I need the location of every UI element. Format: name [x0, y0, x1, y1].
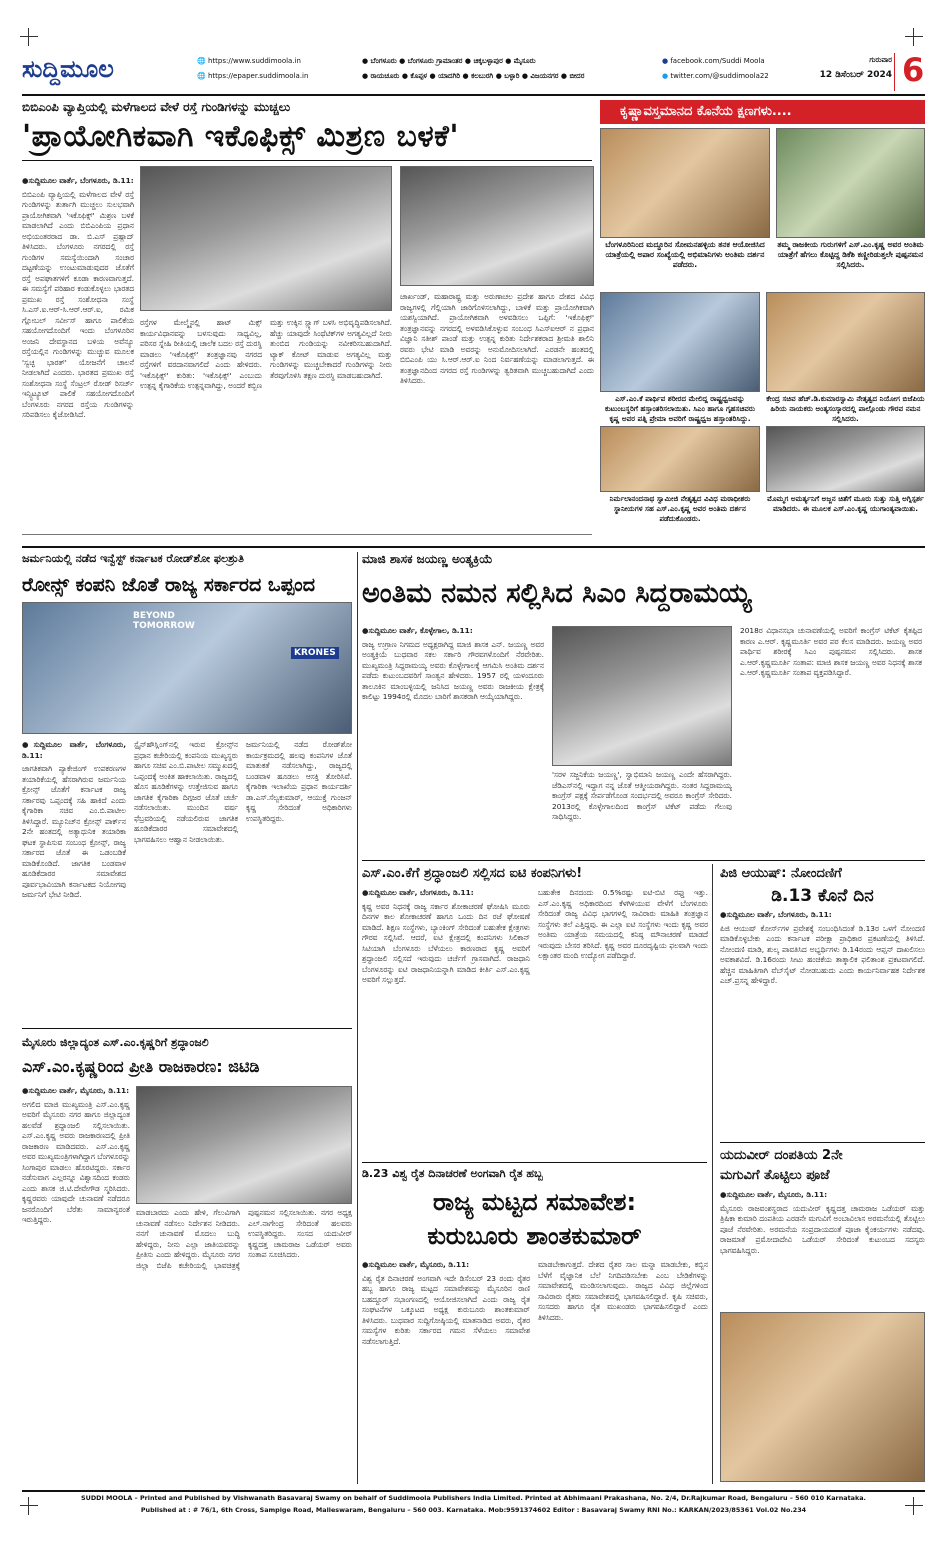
registration-mark [20, 28, 38, 46]
krishna-banner: ಕೃಷ್ಣಾವಸ್ತಮಾನದ ಕೊನೆಯ ಕ್ಷಣಗಳು.... [600, 100, 925, 124]
krishna-photo-crowd [600, 128, 770, 238]
story3-col2: 'ಸರಳ ಸಜ್ಜನಿಕೆಯ ಜಯಣ್ಣ', ಸ್ವಾಭಿಮಾನಿ ಜಯಣ್ಣ ಎಂದೇ ಹೆಸರಾಗಿದ್ದರು. ಜೆಡಿಎಸ್‌ನಲ್ಲಿ ಇದ್ದಾಗ ನನ್ನ ಜೊತೆ ಆತ್ಮೀಯರಾಗಿದ್ದರು. ನಂತರ ಸಿದ್ದರಾಮಯ್ಯ ಕಾಂಗ್ರೆಸ್ ಪಕ್ಷಕ್ಕೆ ಸೇರ್ಪಡೆಗೊಂಡ ಸಂದರ್ಭದಲ್ಲಿ ಅವರೂ ಕಾಂಗ್ರೆಸ್ ಸೇರಿದರು. 2013ರಲ್ಲಿ ಕೊಳ್ಳೇಗಾಲದಿಂದ ಕಾಂಗ್ರೆಸ್ ಟಿಕೆಟ್ ಪಡೆದು ಗೆಲುವು ಸಾಧಿಸಿದ್ದರು. [552, 770, 732, 821]
story2-col2: ಸ್ಟೈನ್‌ಹೌಸ್ಲಿಂಗ್‌ನಲ್ಲಿ ಇರುವ ಕ್ರೋನ್ಸ್‌ನ ಪ್ರಧಾನ ಕಚೇರಿಯಲ್ಲಿ ಕಂಪನಿಯ ಮುಖ್ಯಸ್ಥರು ಹಾಗೂ ಸಚಿವ ಎಂ.ಬಿ.ಪಾಟೀಲ ಸಮ್ಮುಖದಲ್ಲಿ ಒಪ್ಪಂದಕ್ಕೆ ಅಂಕಿತ ಹಾಕಲಾಯಿತು. ರಾಜ್ಯದಲ್ಲಿ ಹೊಸ ಹೂಡಿಕೆಗಳನ್ನು ಉತ್ತೇಜಿಸುವ ಹಾಗೂ ಜಾಗತಿಕ ಕೈಗಾರಿಕಾ ದಿಗ್ಗಜರ ಜೊತೆ ಚರ್ಚೆ ನಡೆಸಲಾಯಿತು. ಮುಂದಿನ ವರ್ಷ ಫೆಬ್ರವರಿಯಲ್ಲಿ ನಡೆಯಲಿರುವ ಜಾಗತಿಕ ಹೂಡಿಕೆದಾರರ ಸಮಾವೇಶದಲ್ಲಿ ಭಾಗವಹಿಸಲು ಆಹ್ವಾನ ನೀಡಲಾಯಿತು. [134, 740, 238, 844]
facebook-icon: ● [662, 57, 671, 65]
story3-col1: ●ಸುದ್ದಿಮೂಲ ವಾರ್ತೆ, ಕೊಳ್ಳೇಗಾಲ, ಡಿ.11: ರಾಜ್ಯ ಉಗ್ರಾಣ ನಿಗಮದ ಅಧ್ಯಕ್ಷರಾಗಿದ್ದ ಮಾಜಿ ಶಾಸಕ ಎನ್. ಜಯಣ್ಣ ಅವರ ಅಂತ್ಯಕ್ರಿಯೆ ಬುಧವಾರ ಸಕಲ ಸರ್ಕಾರಿ ಗೌರವಗಳೊಂದಿಗೆ ನೆರವೇರಿತು. ಮುಖ್ಯಮಂತ್ರಿ ಸಿದ್ದರಾಮಯ್ಯ ಅವರು ಕೊಳ್ಳೇಗಾಲಕ್ಕೆ ಆಗಮಿಸಿ ಅಂತಿಮ ದರ್ಶನ ಪಡೆದು ಕುಟುಂಬದವರಿಗೆ ಸಾಂತ್ವನ ಹೇಳಿದರು. 1957 ರಲ್ಲಿ ಯಳಂದೂರು ತಾಲೂಕಿನ ಮಾಂಬಳ್ಳಿಯಲ್ಲಿ ಜನಿಸಿದ ಜಯಣ್ಣ ಅವರು ರಾಜಕೀಯ ಕ್ಷೇತ್ರಕ್ಕೆ ಕಾಲಿಟ್ಟು 1994ರಲ್ಲಿ ಮೊದಲ ಬಾರಿಗೆ ಶಾಸಕರಾಗಿ ಆಯ್ಕೆಯಾಗಿದ್ದರು. [362, 626, 544, 701]
footer-rule [22, 1490, 925, 1492]
divider [894, 53, 895, 91]
footer-line1: SUDDI MOOLA – Printed and Published by Vishwanath Basavaraj Swamy on behalf of Suddimoola Publishers India Limited. Printed at Abhimaani Prakashana, No. 2/4, Dr.Rajkumar Road, Bengaluru – 560 010 Karnataka. [81, 1494, 866, 1502]
twitter-link[interactable]: ● twitter.com/@suddimoola22 [662, 72, 769, 80]
story7-headline2: ಡಿ.13 ಕೊನೆ ದಿನ [771, 886, 874, 906]
krishna-cap4: ಕೇಂದ್ರ ಸಚಿವ ಹೆಚ್.ಡಿ.ಕುಮಾರಸ್ವಾಮಿ ನೇತೃತ್ವದ ನಿಯೋಗ ಬಿಜೆಪಿಯ ಹಿರಿಯ ನಾಯಕರು ಅಂತ್ಯಸಂಸ್ಕಾರದಲ್ಲಿ ಪಾಲ್ಗೊಂಡು ಗೌರವ ನಮನ ಸಲ್ಲಿಸಿದರು. [766, 394, 925, 423]
krishna-cap5: ನಿರ್ಮಲಾನಂದನಾಥ ಸ್ವಾಮೀಜಿ ನೇತೃತ್ವದ ವಿವಿಧ ಮಠಾಧೀಶರು ಸ್ಥಾನೀಯಗಳ ಸಹ ಎಸ್.ಎಂ.ಕೃಷ್ಣ ಅವರ ಅಂತಿಮ ದರ್ಶನ ಪಡೆದುಕೊಂಡರು. [609, 494, 751, 523]
krishna-cap1: ಬೆಂಗಳೂರಿನಿಂದ ಮದ್ದೂರಿನ ಸೋಮನಹಳ್ಳಿಯ ತನಕ ಆಯೋಜಿಸಿದ ಯಾತ್ರೆಯಲ್ಲಿ ಅಪಾರ ಸಂಖ್ಯೆಯಲ್ಲಿ ಅಭಿಮಾನಿಗಳು ಅಂತಿಮ ದರ್ಶನ ಪಡೆದರು. [605, 240, 765, 269]
story6-col1: ●ಸುದ್ದಿಮೂಲ ವಾರ್ತೆ, ಮೈಸೂರು, ಡಿ.11: ವಿಶ್ವ ರೈತ ದಿನಾಚರಣೆ ಅಂಗವಾಗಿ ಇದೇ ಡಿಸೆಂಬರ್ 23 ರಂದು ರೈತರ ಹಬ್ಬ ಹಾಗೂ ರಾಜ್ಯ ಮಟ್ಟದ ಸಮಾವೇಶವನ್ನು ಮೈಸೂರಿನ ರಾಣಿ ಬಹದ್ದೂರ್ ಸಭಾಂಗಣದಲ್ಲಿ ಆಯೋಜಿಸಲಾಗಿದೆ ಎಂದು ರಾಜ್ಯ ರೈತ ಸಂಘಟನೆಗಳ ಒಕ್ಕೂಟದ ಅಧ್ಯಕ್ಷ ಕುರುಬೂರು ಶಾಂತಕುಮಾರ್ ತಿಳಿಸಿದರು. ಬುಧವಾರ ಸುದ್ದಿಗೋಷ್ಠಿಯಲ್ಲಿ ಮಾತನಾಡಿದ ಅವರು, ರೈತರ ಸಮಸ್ಯೆಗಳ ಕುರಿತು ಸರ್ಕಾರದ ಗಮನ ಸೆಳೆಯಲು ಸಮಾವೇಶ ನಡೆಸಲಾಗುತ್ತಿದೆ. [362, 1260, 530, 1346]
cities-row-1: ● ಬೆಂಗಳೂರು ● ಬೆಂಗಳೂರು ಗ್ರಾಮಾಂತರ ● ಚಿಕ್ಕಬಳ್ಳಾಪುರ ● ಮೈಸೂರು [362, 57, 536, 65]
rule [22, 160, 592, 161]
story2-photo-krones [22, 602, 352, 734]
story5-headline: ಎಸ್.ಎಂ.ಕೆಗೆ ಶ್ರದ್ಧಾಂಜಲಿ ಸಲ್ಲಿಸದ ಐಟಿ ಕಂಪನಿಗಳು! [362, 866, 583, 881]
krishna-cap3: ಎಸ್.ಎಂ.ಕೆ ಪಾರ್ಥಿವ ಶರೀರದ ಮೇಲಿದ್ದ ರಾಷ್ಟ್ರಧ್ವಜವನ್ನು ಕುಟುಂಬಸ್ಥರಿಗೆ ಹಸ್ತಾಂತರಿಸಲಾಯಿತು. ಸಿಎಂ ಹಾಗೂ ಗೃಹಸಚಿವರು ಕೃಷ್ಣ ಅವರ ಪತ್ನಿ ಪ್ರೇಮಾ ಅವರಿಗೆ ರಾಷ್ಟ್ರಧ್ವಜ ಹಸ್ತಾಂತರಿಸಿದ್ದು. [604, 394, 756, 423]
story3-photo-cm [552, 626, 732, 766]
story5-col1: ●ಸುದ್ದಿಮೂಲ ವಾರ್ತೆ, ಬೆಂಗಳೂರು, ಡಿ.11: ಕೃಷ್ಣ ಅವರ ನಿಧನಕ್ಕೆ ರಾಜ್ಯ ಸರ್ಕಾರ ಶೋಕಾಚರಣೆ ಘೋಷಿಸಿ ಮೂರು ದಿನಗಳ ಕಾಲ ಶೋಕಾಚರಣೆ ಹಾಗೂ ಒಂದು ದಿನ ರಜೆ ಘೋಷಣೆ ಮಾಡಿದೆ. ಶಿಕ್ಷಣ ಸಂಸ್ಥೆಗಳು, ಬ್ಯಾಂಕಿಂಗ್ ಸೇರಿದಂತೆ ಬಹುತೇಕ ಕ್ಷೇತ್ರಗಳು ಗೌರವ ಸಲ್ಲಿಸಿವೆ. ಆದರೆ, ಐಟಿ ಕ್ಷೇತ್ರದಲ್ಲಿ ಕಂಪನಿಗಳು ಸಿಲಿಕಾನ್ ಸಿಟಿಯಾಗಿ ಬೆಂಗಳೂರು ಬೆಳೆಯಲು ಕಾರಣರಾದ ಕೃಷ್ಣ ಅವರಿಗೆ ಶ್ರದ್ಧಾಂಜಲಿ ಸಲ್ಲಿಸದೆ ಇರುವುದು ಚರ್ಚೆಗೆ ಗ್ರಾಸವಾಗಿದೆ. ರಾಜಧಾನಿ ಬೆಂಗಳೂರನ್ನು ಐಟಿ ರಾಜಧಾನಿಯನ್ನಾಗಿ ಮಾಡಿದ ಕೀರ್ತಿ ಎಸ್.ಎಂ.ಕೃಷ್ಣ ಅವರಿಗೆ ಸಲ್ಲುತ್ತದೆ. [362, 888, 530, 984]
story4-photo-tribute [136, 1086, 352, 1204]
story8-photo-cradle [720, 1312, 925, 1482]
story1-kicker: ಬಿಬಿಎಂಪಿ ವ್ಯಾಪ್ತಿಯಲ್ಲಿ ಮಳೆಗಾಲದ ವೇಳೆ ರಸ್ತೆ ಗುಂಡಿಗಳನ್ನು ಮುಚ್ಚಲು [22, 100, 291, 114]
epaper-link[interactable]: 🌐 https://epaper.suddimoola.in [197, 72, 309, 80]
story5-col2: ಬಹುತೇಕ ದಿನದಂದು 0.5%ರಷ್ಟು ಐಟಿ-ಬಿಟಿ ರಫ್ತು ಇತ್ತು. ಎಸ್.ಎಂ.ಕೃಷ್ಣ ಅಧಿಕಾರದಿಂದ ಕೆಳಗಿಳಿಯುವ ವೇಳೆಗೆ ಬೆಂಗಳೂರು ಸೇರಿದಂತೆ ರಾಜ್ಯ ವಿವಿಧ ಭಾಗಗಳಲ್ಲಿ ಸಾವಿರಾರು ಮಾಹಿತಿ ತಂತ್ರಜ್ಞಾನ ಸಂಸ್ಥೆಗಳು ತಲೆ ಎತ್ತಿದ್ದವು. ಈ ಎಲ್ಲಾ ಐಟಿ ಸಂಸ್ಥೆಗಳು ಇಂದು ಕೃಷ್ಣ ಅವರ ಅಂತಿಮ ಯಾತ್ರೆಯ ಸಮಯದಲ್ಲಿ ಕನಿಷ್ಠ ಮೌನಾಚರಣೆ ಮಾಡದೆ ಇರುವುದು ಬೇಸರ ತರಿಸಿದೆ. ಕೃಷ್ಣ ಅವರ ದೂರದೃಷ್ಟಿಯ ಫಲವಾಗಿ ಇಂದು ಲಕ್ಷಾಂತರ ಮಂದಿ ಉದ್ಯೋಗ ಪಡೆದಿದ್ದಾರೆ. [538, 888, 708, 960]
masthead-logo: ಸುದ್ದಿಮೂಲ [22, 55, 114, 83]
story1-headline: 'ಪ್ರಾಯೋಗಿಕವಾಗಿ ಇಕೊಫಿಕ್ಸ್ ಮಿಶ್ರಣ ಬಳಕೆ' [22, 119, 460, 154]
rule [22, 1028, 352, 1029]
krones-logo: KRONES [291, 647, 339, 659]
story2-col1: ●ಸುದ್ದಿಮೂಲ ವಾರ್ತೆ, ಬೆಂಗಳೂರು, ಡಿ.11: ಜಾಗತಿಕವಾಗಿ ಪ್ಯಾಕೇಜಿಂಗ್ ಉಪಕರಣಗಳ ತಯಾರಿಕೆಯಲ್ಲಿ ಹೆಸರಾಗಿರುವ ಜರ್ಮನಿಯ ಕ್ರೋನ್ಸ್ ಜೊತೆಗೆ ಕರ್ನಾಟಕ ರಾಜ್ಯ ಸರ್ಕಾರವು ಒಪ್ಪಂದಕ್ಕೆ ಸಹಿ ಹಾಕಿದೆ ಎಂದು ಕೈಗಾರಿಕಾ ಸಚಿವ ಎಂ.ಬಿ.ಪಾಟೀಲ ತಿಳಿಸಿದ್ದಾರೆ. ಮ್ಯೂನಿಚ್‌ನ ಕ್ರೋನ್ಸ್ ಪಾರ್ಕ್‌ನ 2ನೇ ಹಂತದಲ್ಲಿ ಅತ್ಯಾಧುನಿಕ ತಯಾರಿಕಾ ಘಟಕ ಸ್ಥಾಪಿಸುವ ಸಂಬಂಧ ಕ್ರೋನ್ಸ್, ರಾಜ್ಯ ಸರ್ಕಾರದ ಜೊತೆ ಈ ಒಡಂಬಡಿಕೆ ಮಾಡಿಕೊಂಡಿದೆ. ಜಾಗತಿಕ ಬಂಡವಾಳ ಹೂಡಿಕೆದಾರರ ಸಮಾವೇಶದ ಪೂರ್ವಭಾವಿಯಾಗಿ ಕರ್ನಾಟಕದ ನಿಯೋಗವು ಜರ್ಮನಿಗೆ ಭೇಟಿ ನೀಡಿದೆ. [22, 740, 126, 899]
story4-col1: ●ಸುದ್ದಿಮೂಲ ವಾರ್ತೆ, ಮೈಸೂರು, ಡಿ.11: ಅಗಲಿದ ಮಾಜಿ ಮುಖ್ಯಮಂತ್ರಿ ಎಸ್.ಎಂ.ಕೃಷ್ಣ ಅವರಿಗೆ ಮೈಸೂರು ನಗರ ಹಾಗೂ ಜಿಲ್ಲಾದ್ಯಂತ ಹಲವೆಡೆ ಶ್ರದ್ಧಾಂಜಲಿ ಸಲ್ಲಿಸಲಾಯಿತು. ಎಸ್.ಎಂ.ಕೃಷ್ಣ ಅವರು ರಾಜಕಾರಣದಲ್ಲಿ ಪ್ರೀತಿ ರಾಜಕಾರಣ ಮಾಡಿದವರು. ಎಸ್.ಎಂ.ಕೃಷ್ಣ ಅವರ ಮುಖ್ಯಮಂತ್ರಿಗಳಾಗಿದ್ದಾಗ ಬೆಂಗಳೂರನ್ನು ಸಿಂಗಾಪುರ ಮಾಡಲು ಹೊರಟಿದ್ದರು. ಸರ್ಕಾರ ನಡೆಸುವಾಗ ಎಲ್ಲರನ್ನೂ ವಿಶ್ವಾಸದಿಂದ ಕಂಡರು ಎಂದು ಶಾಸಕ ಜಿ.ಟಿ.ದೇವೇಗೌಡ ಸ್ಮರಿಸಿದರು. ಕೃಷ್ಣರವರು ಯಾವುದೇ ಚುನಾವಣೆ ನಡೆದರೂ ಜನರೊಂದಿಗೆ ಬೆರೆತು ಸಾಮಾನ್ಯರಂತೆ ಇರುತ್ತಿದ್ದರು. [22, 1086, 130, 1224]
story2-kicker: ಜರ್ಮನಿಯಲ್ಲಿ ನಡೆದ ಇನ್ವೆಸ್ಟ್ ಕರ್ನಾಟಕ ರೋಡ್‌ಶೋ ಫಲಶ್ರುತಿ [22, 552, 244, 565]
story6-headline: ಡಿ.23 ವಿಶ್ವ ರೈತ ದಿನಾಚರಣೆ ಅಂಗವಾಗಿ ರೈತ ಹಬ್ಬ [362, 1167, 543, 1180]
story8-headline1: ಯದುವೀರ್ ದಂಪತಿಯ 2ನೇ [720, 1148, 843, 1163]
column-divider [357, 552, 358, 1484]
masthead [22, 51, 925, 93]
story4-col2: ಮಾಡಬಾರದು ಎಂದು ಹೇಳಿ, ಗೆಲುವಿಗಾಗಿ ಚುನಾವಣೆ ನಡೆಸಲು ನಿರ್ದೇಶನ ನೀಡಿದರು. ನನಗೆ ಚುನಾವಣೆ ಮೊದಲು ಬುದ್ಧಿ ಹೇಳಿದ್ದರು, ನೀನು ಎಲ್ಲಾ ಜಾತಿಯವರನ್ನು ಪ್ರೀತಿಸು ಎಂದು ಹೇಳಿದ್ದರು. ಮೈಸೂರು ನಗರ ಜಿಲ್ಲಾ ಬಿಜೆಪಿ ಕಚೇರಿಯಲ್ಲಿ ಭಾವಚಿತ್ರಕ್ಕೆ ಪುಷ್ಪನಮನ ಸಲ್ಲಿಸಲಾಯಿತು. ನಗರ ಅಧ್ಯಕ್ಷ ಎಲ್.ನಾಗೇಂದ್ರ ಸೇರಿದಂತೆ ಹಲವರು ಉಪಸ್ಥಿತರಿದ್ದರು. ಸಂಸದ ಯದುವೀರ್ ಕೃಷ್ಣದತ್ತ ಚಾಮರಾಜ ಒಡೆಯರ್ ಅವರು ಸಂತಾಪ ಸೂಚಿಸಿದರು. [136, 1208, 352, 1270]
globe-icon: 🌐 [197, 72, 208, 80]
krishna-cap2: ತಮ್ಮ ರಾಜಕೀಯ ಗುರುಗಳಿಗೆ ಎಸ್.ಎಂ.ಕೃಷ್ಣ ಅವರ ಅಂತಿಮ ಯಾತ್ರೆಗೆ ಹೆಗಲು ಕೊಟ್ಟಿದ್ದ ಡಿಕೆಶಿ ಕಣ್ಣೀರಿಡುತ್ತಲೇ ಪುಷ್ಪನಮನ ಸಲ್ಲಿಸಿದರು. [777, 240, 924, 269]
banner-text-beyond: BEYOND [133, 611, 175, 621]
story3-headline: ಅಂತಿಮ ನಮನ ಸಲ್ಲಿಸಿದ ಸಿಎಂ ಸಿದ್ದರಾಮಯ್ಯ [362, 578, 752, 609]
facebook-link[interactable]: ● facebook.com/Suddi Moola [662, 57, 765, 65]
krishna-panel [600, 100, 925, 540]
twitter-icon: ● [662, 72, 671, 80]
krishna-photo-dks [776, 128, 925, 238]
website-link[interactable]: 🌐 https://www.suddimoola.in [197, 57, 301, 65]
krishna-photo-swamiji [600, 426, 760, 492]
krishna-cap6: ಮೊಮ್ಮಗ ಅಮರ್ತ್ಯನಿಗೆ ಅಜ್ಜನ ಚಿತೆಗೆ ಮೂರು ಸುತ್ತು ಸುತ್ತಿ ಅಗ್ನಿಸ್ಪರ್ಶ ಮಾಡಿದರು. ಈ ಮೂಲಕ ಎಸ್.ಎಂ.ಕೃಷ್ಣ ಯುಗಾಂತ್ಯವಾಯಿತು. [767, 494, 924, 513]
column-divider [712, 864, 713, 1484]
registration-mark [905, 28, 923, 46]
page-number: 6 [902, 51, 925, 89]
story4-headline: ಎಸ್.ಎಂ.ಕೃಷ್ಣರಿಂದ ಪ್ರೀತಿ ರಾಜಕಾರಣ: ಜಿಟಿಡಿ [22, 1057, 260, 1076]
story3-kicker: ಮಾಜಿ ಶಾಸಕ ಜಯಣ್ಣ ಅಂತ್ಯಕ್ರಿಯೆ [362, 552, 493, 566]
footer-line2: Published at : # 76/1, 6th Cross, Sampige Road, Malleswaram, Bengaluru – 560 003. Karnataka. Mob:9591374602 Editor : Basavaraj Swamy RNI No.: KARKAN/2023/85361 Vol.02 No.234 [140, 1506, 807, 1514]
story1-photo-pothole [400, 166, 594, 286]
story4-kicker: ಮೈಸೂರು ಜಿಲ್ಲಾದ್ಯಂತ ಎಸ್.ಎಂ.ಕೃಷ್ಣರಿಗೆ ಶ್ರದ್ಧಾಂಜಲಿ [22, 1036, 209, 1049]
story1-photo-officials [140, 166, 392, 311]
story1-col3: ಜಾರ್ಖಂಡ್, ಮಹಾರಾಷ್ಟ್ರ ಮತ್ತು ಅರುಣಾಚಲ ಪ್ರದೇಶ ಹಾಗೂ ದೇಶದ ವಿವಿಧ ರಾಜ್ಯಗಳಲ್ಲಿ ಗೆಲ್ಲಿಯಾಗಿ ಜಾರಿಗೊಳಿಸಲಾಗಿದ್ದು, ಬಾಳಿಕೆ ಮತ್ತು ಪ್ರಾಯೋಗಿಕವಾಗಿ ಯಶಸ್ವಿಯಾಗಿದೆ. ಪ್ರಾಯೋಗಿಕವಾಗಿ ಅಳವಡಿಸಲು ಒಪ್ಪಿಗೆ: 'ಇಕೊಫಿಕ್ಸ್' ತಂತ್ರಜ್ಞಾನವನ್ನು ನಗರದಲ್ಲಿ ಅಳವಡಿಸಿಕೊಳ್ಳುವ ಸಂಬಂಧ ಸಿಎಸ್‌ಐಆರ್ ನ ಪ್ರಧಾನ ವಿಜ್ಞಾನಿ ಸತೀಶ್ ಪಾಂಡೆ ಮತ್ತು ಉತ್ಪನ್ನ ಕುರಿತು ನಿರ್ದೇಶಕರಾದ ಶ್ರೀಮತಿ ಶಾಲಿನಿ ರವರು ಭೇಟಿ ಮಾಡಿ ಅವರನ್ನು ಅನುಮೋದಿಸಲಾಗಿದೆ. ಎರಡನೇ ಹಂತದಲ್ಲಿ ಬಿಬಿಎಂಪಿ ಯು ಸಿ.ಆರ್.ಆರ್.ಐ ನಿಂದ ನಿರ್ವಹಣೆಯನ್ನು ಮಾಡಲಾಗುತ್ತದೆ. ಈ ತಂತ್ರಜ್ಞಾನದಿಂದ ನಗರದ ರಸ್ತೆ ಗುಂಡಿಗಳನ್ನು ತ್ವರಿತವಾಗಿ ಮುಚ್ಚಬಹುದಾಗಿದೆ ಎಂದು ತಿಳಿಸಿದರು. [400, 292, 594, 385]
story7-headline1: ಪಿಜಿ ಆಯುಷ್: ನೋಂದಣಿಗೆ [720, 866, 842, 881]
story1-col1: ●ಸುದ್ದಿಮೂಲ ವಾರ್ತೆ, ಬೆಂಗಳೂರು, ಡಿ.11: ಬಿಬಿಎಂಪಿ ವ್ಯಾಪ್ತಿಯಲ್ಲಿ ಮಳೆಗಾಲದ ವೇಳೆ ರಸ್ತೆ ಗುಂಡಿಗಳನ್ನು ತುರ್ತಾಗಿ ಮುಚ್ಚಲು ಸುಲಭವಾಗಿ ಪ್ರಾಯೋಗಿಕವಾಗಿ 'ಇಕೊಫಿಕ್ಸ್' ಮಿಶ್ರಣ ಬಳಕೆ ಮಾಡಲಾಗಿದೆ ಎಂದು ಬಿಬಿಎಂಪಿಯ ಪ್ರಧಾನ ಅಭಿಯಂತರರಾದ ಡಾ. ಬಿ.ಎಸ್ ಪ್ರಹ್ಲಾದ್ ತಿಳಿಸಿದರು. ಬೆಂಗಳೂರು ನಗರದಲ್ಲಿ ರಸ್ತೆ ಗುಂಡಿಗಳ ಸಮಸ್ಯೆಯಿಂದಾಗಿ ಸಂಚಾರ ದಟ್ಟಣೆಯನ್ನು ಉಂಟುಮಾಡುವುದರ ಜೊತೆಗೆ ರಸ್ತೆ ಅಪಘಾತಗಳಿಗೆ ಕೂಡಾ ಕಾರಣವಾಗುತ್ತದೆ. ಈ ಸಮಸ್ಯೆಗೆ ಪರಿಹಾರ ಕಂಡುಕೊಳ್ಳಲು ಭಾರತದ ಪ್ರಮುಖ ರಸ್ತೆ ಸಂಶೋಧನಾ ಸಂಸ್ಥೆ ಸಿ.ಎಸ್.ಐ.ಆರ್-ಸಿ.ಆರ್.ಆರ್.ಐ, ರಮಿಕ ಗ್ಲೋಬಲ್ ಸರ್ವೀಸ್ ಹಾಗೂ ಪಾಲಿಕೆಯ ಸಹಯೋಗದೊಂದಿಗೆ ಇಂದು ಬೆಂಗಳೂರಿನ ಅಂಜನಿ ದೇವಸ್ಥಾನದ ಬಳಿಯ ಅವೆನ್ಯೂ ರಸ್ತೆಯಲ್ಲಿನ ಗುಂಡಿಗಳನ್ನು ಮುಚ್ಚುವ ಮೂಲಕ 'ಸ್ವಚ್ಛ ಭಾರತ್' ಯೋಜನೆಗೆ ಚಾಲನೆ ನೀಡಲಾಗಿದೆ ಎಂದರು. ಭಾರತದ ಪ್ರಮುಖ ರಸ್ತೆ ಸಂಶೋಧನಾ ಸಂಸ್ಥೆ ಸೆಂಟ್ರಲ್ ರೋಡ್ ರಿಸರ್ಚ್ ಇನ್ಸ್ಟಿಟ್ಯೂಟ್ ಪಾಲಿಕೆ ಸಹಯೋಗದೊಂದಿಗೆ ಬೆಂಗಳೂರು ನಗರದ ರಸ್ತೆಯ ಗುಂಡಿಗಳನ್ನು ಸರಿಪಡಿಸಲು ಕೈಜೋಡಿಸಿದೆ. [22, 176, 134, 419]
story2-col3: ಜರ್ಮನಿಯಲ್ಲಿ ನಡೆದ ರೋಡ್‌ಶೋ ಕಾರ್ಯಕ್ರಮದಲ್ಲಿ ಹಲವು ಕಂಪನಿಗಳ ಜೊತೆ ಮಾತುಕತೆ ನಡೆಸಲಾಗಿದ್ದು, ರಾಜ್ಯದಲ್ಲಿ ಬಂಡವಾಳ ಹೂಡಲು ಆಸಕ್ತಿ ತೋರಿಸಿವೆ. ಕೈಗಾರಿಕಾ ಇಲಾಖೆಯ ಪ್ರಧಾನ ಕಾರ್ಯದರ್ಶಿ ಡಾ.ಎಸ್.ಸೆಲ್ವಕುಮಾರ್, ಆಯುಕ್ತೆ ಗುಂಜನ್ ಕೃಷ್ಣ ಸೇರಿದಂತೆ ಅಧಿಕಾರಿಗಳು ಉಪಸ್ಥಿತರಿದ್ದರು. [246, 740, 352, 823]
story6-col2: ಮಾಡಬೇಕಾಗುತ್ತದೆ. ದೇಶದ ರೈತರ ಸಾಲ ಮನ್ನಾ ಮಾಡಬೇಕು, ಕಬ್ಬಿನ ಬೆಳೆಗೆ ವೈಜ್ಞಾನಿಕ ಬೆಲೆ ನಿಗದಿಪಡಿಸಬೇಕು ಎಂಬ ಬೇಡಿಕೆಗಳನ್ನು ಸಮಾವೇಶದಲ್ಲಿ ಮಂಡಿಸಲಾಗುವುದು. ರಾಜ್ಯದ ವಿವಿಧ ಜಿಲ್ಲೆಗಳಿಂದ ಸಾವಿರಾರು ರೈತರು ಸಮಾವೇಶದಲ್ಲಿ ಭಾಗವಹಿಸಲಿದ್ದಾರೆ. ಕೃಷಿ ಸಚಿವರು, ಸಂಸದರು ಹಾಗೂ ರೈತ ಮುಖಂಡರು ಭಾಗವಹಿಸಲಿದ್ದಾರೆ ಎಂದು ತಿಳಿಸಿದರು. [538, 1260, 708, 1322]
section-rule [22, 546, 925, 548]
rule [22, 534, 592, 535]
rule [362, 1162, 707, 1163]
krishna-photo-flag [600, 292, 760, 392]
globe-icon: 🌐 [197, 57, 208, 65]
story8-headline2: ಮಗುವಿಗೆ ತೊಟ್ಟಿಲು ಪೂಜೆ [720, 1168, 830, 1183]
cities-row-2: ● ರಾಯಚೂರು ● ಕೊಪ್ಪಳ ● ಯಾದಗಿರಿ ● ಕಲಬುರಗಿ ● ಬಳ್ಳಾರಿ ● ವಿಜಯನಗರ ● ಬೀದರ [362, 72, 585, 80]
story1-col2: ರಸ್ತೆಗಳ ಮೇಲ್ಮೈನಲ್ಲಿ ಹಾಟ್ ಮಿಕ್ಸ್ ಕಾರ್ಯವಿಧಾನವನ್ನು ಬಳಸುವುದು ಸಾಧ್ಯವಿಲ್ಲ, ಪರಿಸರ ಸ್ನೇಹಿ ರೀತಿಯಲ್ಲಿ ಚಾಲೆಕ ಬದಲ ರಸ್ತೆ ದುರಸ್ಥಿ ಮಾಡಲು 'ಇಕೊಫಿಕ್ಸ್' ತಂತ್ರಜ್ಞಾನವು ನಗರದ ರಸ್ತೆಗಳಿಗೆ ವರದಾನವಾಗಲಿದೆ ಎಂದು ಹೇಳಿದರು. 'ಇಕೊಫಿಕ್ಸ್' ಕುರಿತು: 'ಇಕೊಫಿಕ್ಸ್' ಎಂಬುದು ಉತ್ಪನ್ನ ಕೈಗಾರಿಕೆಯ ಉತ್ಪನ್ನವಾಗಿದ್ದು, ಅಂದರೆ ಕಬ್ಬಿಣ ಮತ್ತು ಉಕ್ಕಿನ ಸ್ಲ್ಯಾಗ್ ಬಳಸಿ ಅಭಿವೃದ್ಧಿಪಡಿಸಲಾಗಿದೆ. ಹೆಚ್ಚು ಯಾವುದೇ ಸಿಂಥೆಟಿಕ್‌ಗಳ ಅಗತ್ಯವಿಲ್ಲದೆ ನೀರು ತುಂಬಿದ ಗುಂಡಿಯನ್ನು ನವೀಕರಿಸಬಹುದಾಗಿದೆ. ಟ್ಯಾಕ್ ಕೋಟ್ ಮಾಡುವ ಅಗತ್ಯವಿಲ್ಲ ಮತ್ತು ಗುಂಡಿಗಳನ್ನು ಮುಚ್ಚಬೇಕಾದರೆ ಗುಂಡಿಗಳನ್ನು ನೀರು ತೆರವುಗೊಳಿಸಿ ತಕ್ಷಣ ದುರಸ್ಥಿ ಮಾಡಬಹುದಾಗಿದೆ. [140, 318, 392, 390]
rule [720, 1142, 925, 1143]
story6-headline3: ಕುರುಬೂರು ಶಾಂತಕುಮಾರ್ [427, 1222, 642, 1250]
banner-text-tomorrow: TOMORROW [133, 621, 195, 631]
masthead-day: ಗುರುವಾರ [869, 56, 892, 64]
story6-headline2: ರಾಜ್ಯ ಮಟ್ಟದ ಸಮಾವೇಶ: [432, 1188, 637, 1216]
krishna-photo-hdk [766, 292, 925, 392]
story3-col3: 2018ರ ವಿಧಾನಸಭಾ ಚುನಾವಣೆಯಲ್ಲಿ ಅವರಿಗೆ ಕಾಂಗ್ರೆಸ್ ಟಿಕೆಟ್ ಕೈತಪ್ಪಿದ ಕಾರಣ ಎ.ಆರ್. ಕೃಷ್ಣಮೂರ್ತಿ ಅವರ ಪರ ಕೆಲಸ ಮಾಡಿದರು. ಜಯಣ್ಣ ಅವರ ಪಾರ್ಥಿವ ಶರೀರಕ್ಕೆ ಸಿಎಂ ಪುಷ್ಪನಮನ ಸಲ್ಲಿಸಿದರು. ಶಾಸಕ ಎ.ಆರ್.ಕೃಷ್ಣಮೂರ್ತಿ ಸಂತಾಪ: ಮಾಜಿ ಶಾಸಕ ಜಯಣ್ಣ ಅವರ ನಿಧನಕ್ಕೆ ಶಾಸಕ ಎ.ಆರ್.ಕೃಷ್ಣಮೂರ್ತಿ ಸಂತಾಪ ವ್ಯಕ್ತಪಡಿಸಿದ್ದಾರೆ. [740, 626, 922, 677]
krishna-photo-pyre [766, 426, 925, 492]
story7-body: ●ಸುದ್ದಿಮೂಲ ವಾರ್ತೆ, ಬೆಂಗಳೂರು, ಡಿ.11: ಪಿಜಿ ಆಯುಷ್ ಕೋರ್ಸ್‌ಗಳ ಪ್ರವೇಶಕ್ಕೆ ಸಂಬಂಧಿಸಿದಂತೆ ಡಿ.13ರ ಒಳಗೆ ನೋಂದಣಿ ಮಾಡಿಕೊಳ್ಳಬೇಕು ಎಂದು ಕರ್ನಾಟಕ ಪರೀಕ್ಷಾ ಪ್ರಾಧಿಕಾರ ಪ್ರಕಟಣೆಯಲ್ಲಿ ತಿಳಿಸಿದೆ. ನೋಂದಣಿ ಮಾಡಿ, ಶುಲ್ಕ ಪಾವತಿಸಿದ ಅಭ್ಯರ್ಥಿಗಳು ಡಿ.14ರಂದು ಆಪ್ಷನ್ ದಾಖಲಿಸಲು ಅವಕಾಶವಿದೆ. ಡಿ.16ರಂದು ಸೀಟು ಹಂಚಿಕೆಯ ತಾತ್ಕಾಲಿಕ ಫಲಿತಾಂಶ ಪ್ರಕಟವಾಗಲಿದೆ. ಹೆಚ್ಚಿನ ಮಾಹಿತಿಗಾಗಿ ವೆಬ್‌ಸೈಟ್ ನೋಡಬಹುದು ಎಂದು ಕಾರ್ಯನಿರ್ವಾಹಕ ನಿರ್ದೇಶಕ ಎಚ್.ಪ್ರಸನ್ನ ಹೇಳಿದ್ದಾರೆ. [720, 910, 925, 985]
masthead-date: 12 ಡಿಸೆಂಬರ್ 2024 [819, 70, 892, 80]
story8-body: ●ಸುದ್ದಿಮೂಲ ವಾರ್ತೆ, ಮೈಸೂರು, ಡಿ.11: ಮೈಸೂರು ರಾಜವಂಶಸ್ಥರಾದ ಯದುವೀರ್ ಕೃಷ್ಣದತ್ತ ಚಾಮರಾಜ ಒಡೆಯರ್ ಮತ್ತು ತ್ರಿಷಿಕಾ ಕುಮಾರಿ ದಂಪತಿಯ ಎರಡನೇ ಮಗುವಿಗೆ ಅಂಬಾವಿಲಾಸ ಅರಮನೆಯಲ್ಲಿ ತೊಟ್ಟಿಲು ಪೂಜೆ ನೆರವೇರಿತು. ಅರಮನೆಯ ಸಂಪ್ರದಾಯದಂತೆ ಪೂಜಾ ಕೈಂಕರ್ಯಗಳು ನಡೆದವು. ರಾಜಮಾತೆ ಪ್ರಮೋದಾದೇವಿ ಒಡೆಯರ್ ಸೇರಿದಂತೆ ಕುಟುಂಬದ ಸದಸ್ಯರು ಭಾಗವಹಿಸಿದ್ದರು. [720, 1190, 925, 1255]
masthead-rule [22, 94, 925, 96]
rule [362, 860, 925, 861]
story2-headline: ರೋನ್ಸ್ ಕಂಪನಿ ಜೊತೆ ರಾಜ್ಯ ಸರ್ಕಾರದ ಒಪ್ಪಂದ [22, 574, 315, 596]
